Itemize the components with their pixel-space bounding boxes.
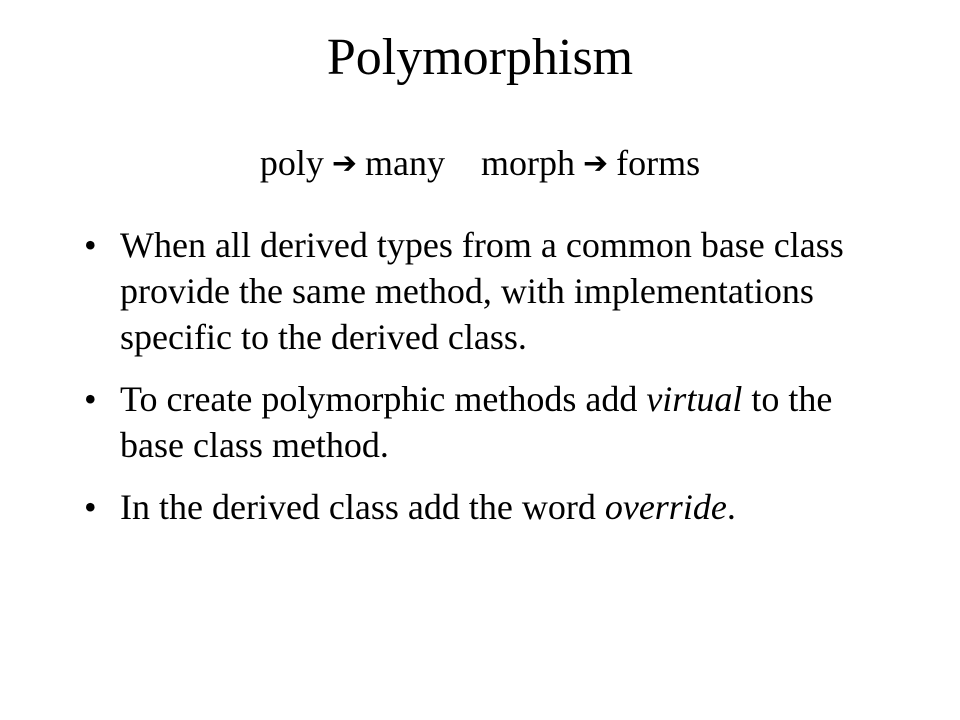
bullet-item xyxy=(84,376,884,468)
bullet-text-before: In the derived class add the word xyxy=(120,487,605,527)
subtitle-forms: forms xyxy=(616,143,701,183)
bullet-list xyxy=(84,222,884,546)
slide-subtitle xyxy=(0,140,960,187)
bullet-text xyxy=(120,487,736,527)
bullet-text-after: . xyxy=(726,487,736,527)
bullet-text-after: to the base class method. xyxy=(120,379,833,465)
subtitle-many: many xyxy=(365,143,445,183)
keyword-virtual: virtual xyxy=(646,379,743,419)
subtitle-poly: poly xyxy=(259,143,324,183)
right-arrow-icon: ➔ xyxy=(583,146,609,181)
bullet-item xyxy=(84,222,884,360)
bullet-dot: • xyxy=(84,487,97,527)
bullet-dot: • xyxy=(84,225,97,265)
slide-title: Polymorphism xyxy=(326,29,634,86)
bullet-text: When all derived types from a common base class provide the same method, with implementations specific to the derived class. xyxy=(120,225,844,357)
bullet-text xyxy=(120,379,832,465)
keyword-override: override xyxy=(604,487,727,527)
bullet-item xyxy=(84,484,884,530)
bullet-dot: • xyxy=(84,379,97,419)
right-arrow-icon: ➔ xyxy=(331,146,358,181)
bullet-text-before: To create polymorphic methods add xyxy=(120,379,647,419)
subtitle-morph: morph xyxy=(481,143,575,183)
